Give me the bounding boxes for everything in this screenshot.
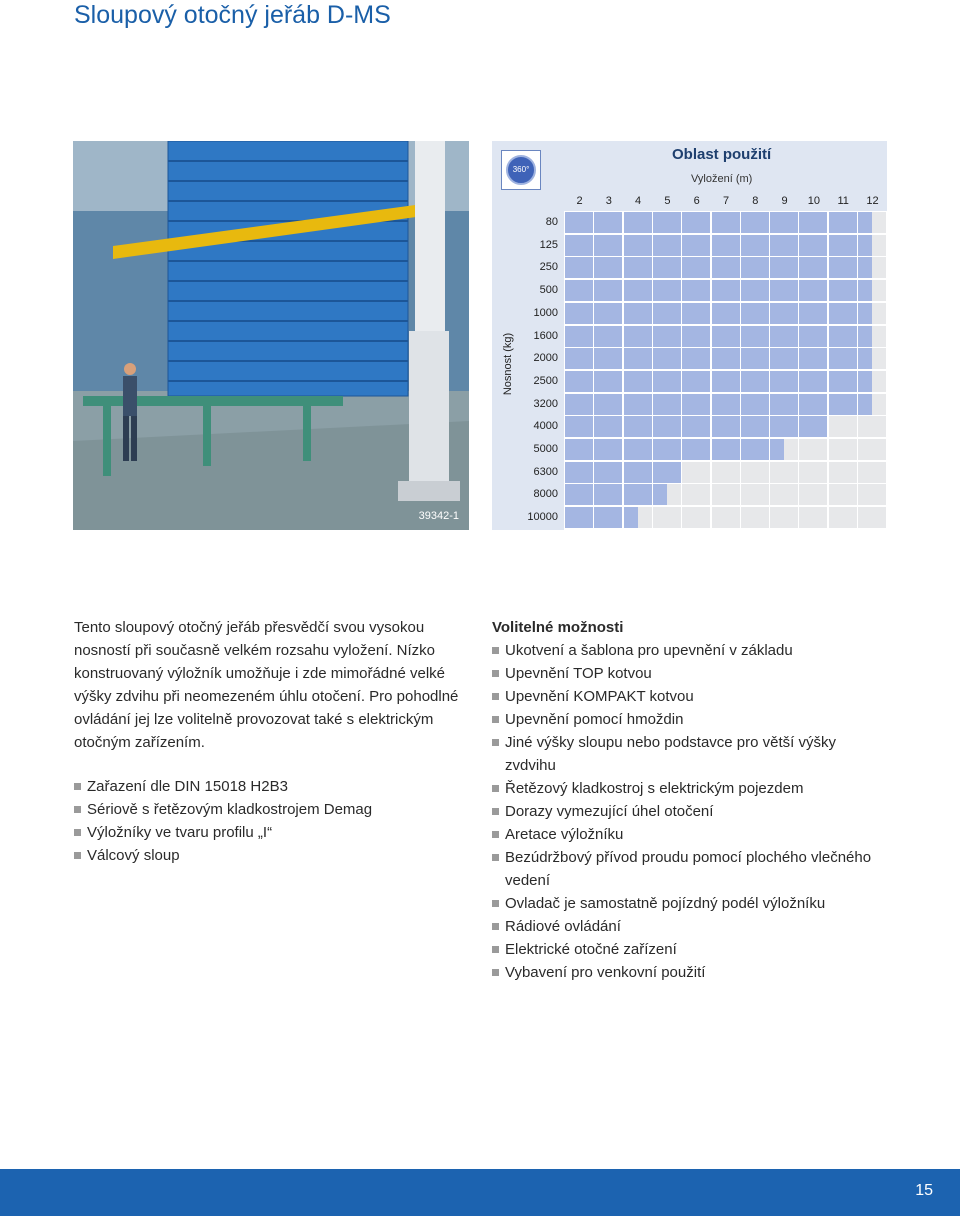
page-title: Sloupový otočný jeřáb D-MS <box>74 1 391 29</box>
capacity-cell <box>858 280 872 301</box>
capacity-cell <box>712 303 740 324</box>
chart-title: Oblast použití <box>672 146 772 163</box>
capacity-cell <box>770 439 784 460</box>
capacity-cell <box>770 416 798 437</box>
feature-item: Zařazení dle DIN 15018 H2B3 <box>74 775 474 798</box>
grid-cell <box>741 462 769 483</box>
grid-cell <box>712 462 740 483</box>
capacity-cell <box>858 394 872 415</box>
capacity-cell <box>682 280 710 301</box>
options-list <box>492 639 872 984</box>
y-tick-label: 80 <box>545 216 558 228</box>
capacity-cell <box>624 280 652 301</box>
capacity-cell <box>594 303 622 324</box>
capacity-cell <box>594 326 622 347</box>
capacity-cell <box>653 371 681 392</box>
capacity-cell <box>799 394 827 415</box>
capacity-cell <box>594 212 622 233</box>
y-tick-label: 500 <box>539 284 558 297</box>
capacity-cell <box>624 416 652 437</box>
capacity-cell <box>594 507 622 528</box>
option-item: Bezúdržbový přívod proudu pomocí plochého vlečného vedení <box>492 846 872 892</box>
y-tick-label: 2500 <box>533 374 558 387</box>
capacity-cell <box>799 326 827 347</box>
grid-cell <box>770 507 798 528</box>
capacity-cell <box>653 484 667 505</box>
capacity-cell <box>741 212 769 233</box>
crane-photo <box>73 141 469 530</box>
capacity-cell <box>682 303 710 324</box>
x-tick-label: 4 <box>635 195 642 207</box>
capacity-cell <box>799 235 827 256</box>
capacity-cell <box>858 235 872 256</box>
x-axis-label: Vyložení (m) <box>691 173 753 185</box>
y-tick-label: 8000 <box>533 488 558 501</box>
capacity-cell <box>624 439 652 460</box>
option-item: Upevnění KOMPAKT kotvou <box>492 685 872 708</box>
grid-cell <box>858 416 886 437</box>
capacity-cell <box>682 371 710 392</box>
capacity-cell <box>799 416 827 437</box>
option-item: Řetězový kladkostroj s elektrickým pojezdem <box>492 777 872 800</box>
capacity-cell <box>624 348 652 369</box>
capacity-cell <box>565 394 593 415</box>
option-item: Aretace výložníku <box>492 823 872 846</box>
capacity-cell <box>653 439 681 460</box>
grid-cell <box>799 507 827 528</box>
capacity-cell <box>829 257 857 278</box>
x-tick-label: 12 <box>866 195 879 207</box>
capacity-cell <box>565 348 593 369</box>
option-item: Vybavení pro venkovní použití <box>492 961 872 984</box>
y-tick-label: 10000 <box>527 511 558 524</box>
capacity-cell <box>712 439 740 460</box>
capacity-cell <box>565 507 593 528</box>
capacity-cell <box>829 371 857 392</box>
capacity-cell <box>682 394 710 415</box>
x-tick-label: 3 <box>605 195 612 207</box>
capacity-cell <box>682 326 710 347</box>
feature-item: Válcový sloup <box>74 844 474 867</box>
capacity-cell <box>624 326 652 347</box>
capacity-cell <box>594 462 622 483</box>
grid-cell <box>829 416 857 437</box>
capacity-cell <box>858 326 872 347</box>
grid-cell <box>858 507 886 528</box>
capacity-cell <box>624 484 652 505</box>
x-tick-label: 5 <box>664 195 671 207</box>
capacity-cell <box>829 303 857 324</box>
capacity-cell <box>770 371 798 392</box>
x-tick-label: 11 <box>837 195 849 207</box>
capacity-cell <box>829 394 857 415</box>
capacity-cell <box>682 416 710 437</box>
grid-cell <box>741 507 769 528</box>
capacity-cell <box>829 235 857 256</box>
grid-cell <box>829 507 857 528</box>
capacity-cell <box>741 371 769 392</box>
x-tick-label: 10 <box>807 195 821 207</box>
capacity-cell <box>829 212 857 233</box>
capacity-cell <box>682 257 710 278</box>
option-item: Jiné výšky sloupu nebo podstavce pro větší výšky zvdvihu <box>492 731 872 777</box>
capacity-cell <box>799 257 827 278</box>
capacity-cell <box>712 257 740 278</box>
capacity-cell <box>653 394 681 415</box>
capacity-cell <box>624 212 652 233</box>
capacity-cell <box>653 462 681 483</box>
capacity-cell <box>653 416 681 437</box>
capacity-cell <box>770 326 798 347</box>
capacity-cell <box>770 257 798 278</box>
x-tick-label: 2 <box>576 195 583 207</box>
option-item: Upevnění pomocí hmoždin <box>492 708 872 731</box>
capacity-cell <box>741 303 769 324</box>
capacity-cell <box>624 303 652 324</box>
capacity-cell <box>712 394 740 415</box>
photo-caption: 39342-1 <box>418 510 459 522</box>
capacity-cell <box>653 235 681 256</box>
capacity-cell <box>858 371 872 392</box>
capacity-cell <box>712 416 740 437</box>
capacity-cell <box>653 212 681 233</box>
capacity-cell <box>712 280 740 301</box>
grid-cell <box>799 484 827 505</box>
capacity-cell <box>741 257 769 278</box>
capacity-cell <box>594 348 622 369</box>
capacity-cell <box>594 439 622 460</box>
intro-text: Tento sloupový otočný jeřáb přesvědčí svou vysokou nosností při současně velkém rozsahu vyložení. Nízko konstruovaný výložník umožňuje i zde mimořádné velké výšky zdvihu při neomezeném úhlu otočení. Pro pohodlné ovládání jej lze volitelně provozovat také s elektrickým otočným zařízením. <box>74 619 459 751</box>
options-title: Volitelné možnosti <box>492 619 624 636</box>
y-tick-label: 6300 <box>533 465 558 478</box>
grid-cell <box>829 484 857 505</box>
capacity-cell <box>829 348 857 369</box>
capacity-cell <box>770 303 798 324</box>
capacity-cell <box>799 212 827 233</box>
capacity-cell <box>770 280 798 301</box>
x-tick-label: 6 <box>693 195 700 207</box>
grid-cell <box>770 484 798 505</box>
capacity-cell <box>741 348 769 369</box>
capacity-cell <box>653 257 681 278</box>
y-tick-label: 4000 <box>533 420 558 433</box>
capacity-cell <box>770 348 798 369</box>
crane-photo-illustration <box>73 141 469 530</box>
capacity-cell <box>682 348 710 369</box>
capacity-cell <box>682 235 710 256</box>
capacity-chart <box>492 141 887 530</box>
capacity-cell <box>565 484 593 505</box>
capacity-cell <box>565 416 593 437</box>
y-tick-label: 125 <box>539 238 558 251</box>
option-item: Elektrické otočné zařízení <box>492 938 872 961</box>
x-tick-label: 8 <box>752 195 759 207</box>
capacity-cell <box>799 371 827 392</box>
capacity-cell <box>565 371 593 392</box>
feature-item: Výložníky ve tvaru profilu „I“ <box>74 821 474 844</box>
footer-bar <box>0 1169 960 1216</box>
option-item: Rádiové ovládání <box>492 915 872 938</box>
capacity-cell <box>565 326 593 347</box>
option-item: Ovladač je samostatně pojízdný podél výložníku <box>492 892 872 915</box>
y-tick-label: 1000 <box>533 306 558 319</box>
capacity-cell <box>741 326 769 347</box>
y-tick-label: 3200 <box>533 397 558 410</box>
capacity-cell <box>565 462 593 483</box>
capacity-cell <box>770 235 798 256</box>
capacity-cell <box>594 484 622 505</box>
capacity-cell <box>624 371 652 392</box>
option-item: Ukotvení a šablona pro upevnění v základu <box>492 639 872 662</box>
capacity-cell <box>624 394 652 415</box>
capacity-cell <box>565 280 593 301</box>
grid-cell <box>858 439 886 460</box>
grid-cell <box>682 507 710 528</box>
rotation-360-icon <box>501 150 541 190</box>
capacity-cell <box>799 348 827 369</box>
capacity-cell <box>565 303 593 324</box>
grid-cell <box>858 462 886 483</box>
capacity-cell <box>594 280 622 301</box>
grid-cell <box>712 507 740 528</box>
y-tick-label: 2000 <box>533 352 558 365</box>
capacity-cell <box>770 394 798 415</box>
y-tick-label: 1600 <box>533 329 558 342</box>
capacity-cell <box>565 439 593 460</box>
grid-cell <box>799 462 827 483</box>
capacity-cell <box>624 507 638 528</box>
capacity-cell <box>594 416 622 437</box>
capacity-cell <box>799 303 827 324</box>
capacity-cell <box>712 235 740 256</box>
capacity-cell <box>594 257 622 278</box>
capacity-cell <box>741 235 769 256</box>
capacity-cell <box>712 212 740 233</box>
capacity-cell <box>565 212 593 233</box>
grid-cell <box>829 462 857 483</box>
grid-cell <box>799 439 827 460</box>
capacity-cell <box>565 235 593 256</box>
capacity-cell <box>770 212 798 233</box>
capacity-cell <box>712 326 740 347</box>
grid-cell <box>682 462 710 483</box>
capacity-cell <box>858 303 872 324</box>
x-tick-label: 9 <box>781 195 788 207</box>
capacity-cell <box>741 394 769 415</box>
badge-label: 360° <box>506 155 536 185</box>
capacity-cell <box>741 439 769 460</box>
page-number: 15 <box>915 1182 933 1199</box>
option-item: Dorazy vymezující úhel otočení <box>492 800 872 823</box>
capacity-cell <box>741 416 769 437</box>
grid-cell <box>682 484 710 505</box>
capacity-cell <box>624 462 652 483</box>
capacity-cell <box>829 280 857 301</box>
capacity-cell <box>682 439 710 460</box>
capacity-cell <box>682 212 710 233</box>
capacity-cell <box>741 280 769 301</box>
capacity-cell <box>653 326 681 347</box>
y-tick-label: 5000 <box>533 443 558 455</box>
feature-item: Sériově s řetězovým kladkostrojem Demag <box>74 798 474 821</box>
y-axis-label: Nosnost (kg) <box>502 332 514 396</box>
capacity-cell <box>653 303 681 324</box>
capacity-cell <box>712 371 740 392</box>
grid-cell <box>770 462 798 483</box>
capacity-cell <box>624 235 652 256</box>
x-tick-label: 7 <box>722 195 730 207</box>
chart-header <box>492 141 887 211</box>
features-list <box>74 775 474 867</box>
option-item: Upevnění TOP kotvou <box>492 662 872 685</box>
capacity-cell <box>799 280 827 301</box>
y-tick-label: 250 <box>539 261 558 274</box>
capacity-cell <box>565 257 593 278</box>
capacity-cell <box>712 348 740 369</box>
capacity-cell <box>858 212 872 233</box>
capacity-cell <box>594 235 622 256</box>
capacity-cell <box>653 280 681 301</box>
capacity-cell <box>594 371 622 392</box>
capacity-cell <box>594 394 622 415</box>
grid-cell <box>741 484 769 505</box>
grid-cell <box>829 439 857 460</box>
capacity-cell <box>858 348 872 369</box>
grid-cell <box>653 507 681 528</box>
capacity-cell <box>653 348 681 369</box>
capacity-cell <box>858 257 872 278</box>
grid-cell <box>712 484 740 505</box>
grid-cell <box>858 484 886 505</box>
capacity-cell <box>624 257 652 278</box>
capacity-cell <box>829 326 857 347</box>
